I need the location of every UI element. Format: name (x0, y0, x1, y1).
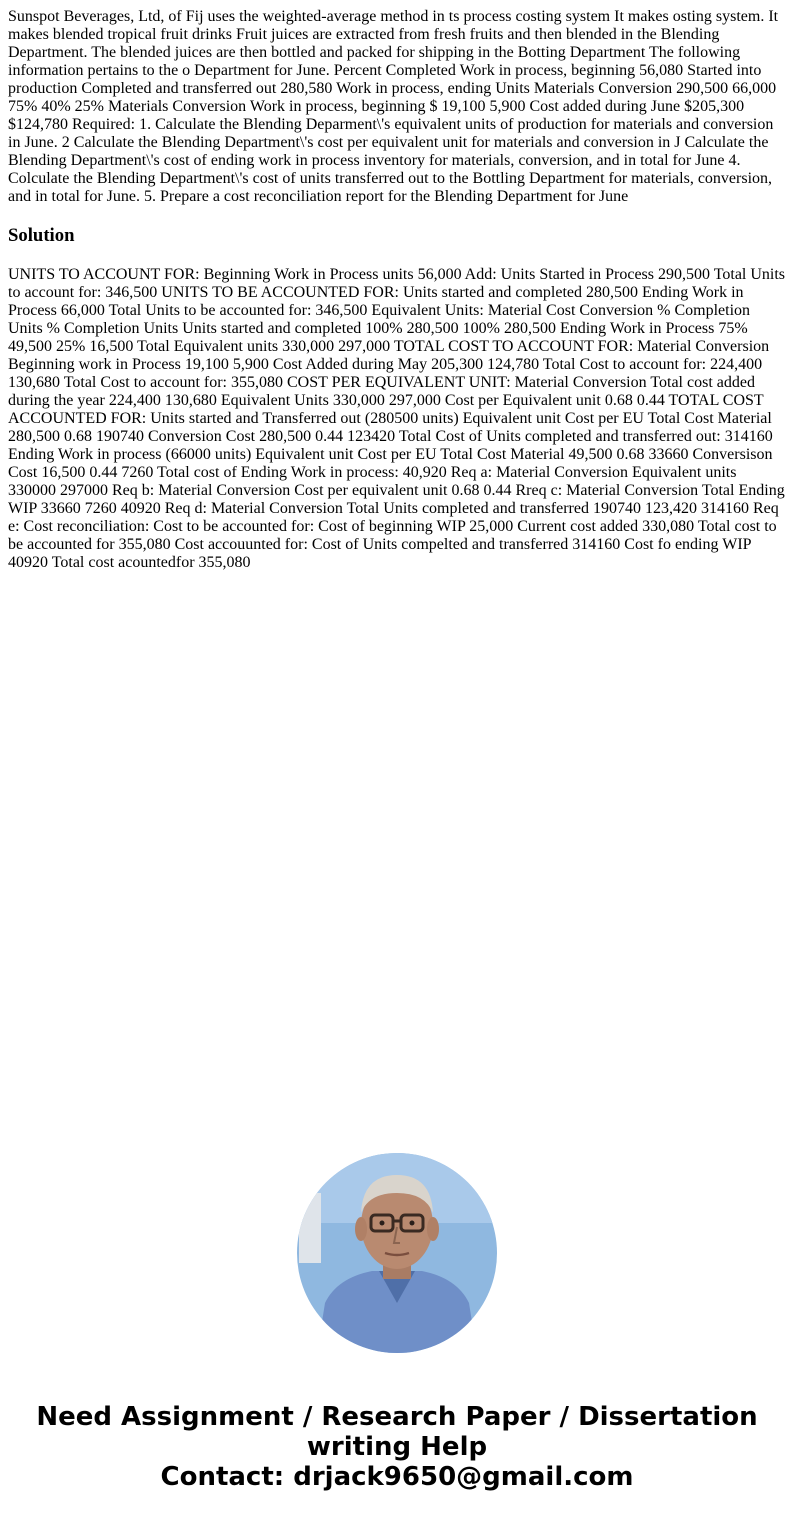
person-portrait-icon (297, 1153, 497, 1353)
promo-line-2: writing Help (306, 1432, 488, 1462)
author-avatar (297, 1153, 497, 1353)
solution-text: UNITS TO ACCOUNT FOR: Beginning Work in Process units 56,000 Add: Units Started in Process 290,500 Total Units to account for: 346,500 UNITS TO BE ACCOUNTED FOR: Units started and completed 280,500 Ending Work in Process 66,000 Total Units to be accounted for: 346,500 Equivalent Units: Material Cost Conversion % Completion Units % Completion Units Units started and completed 100% 280,500 100% 280,500 Ending Work in Process 75% 49,500 25% 16,500 Total Equivalent units 330,000 297,000 TOTAL COST TO ACCOUNT FOR: Material Conversion Beginning work in Process 19,100 5,900 Cost Added during May 205,300 124,780 Total Cost to account for: 224,400 130,680 Total Cost to account for: 355,080 COST PER EQUIVALENT UNIT: Material Conversion Total cost added during the year 224,400 130,680 Equivalent Units 330,000 297,000 Cost per Equivalent unit 0.68 0.44 TOTAL COST ACCOUNTED FOR: Units started and Transferred out (280500 units) Equivalent unit Cost per EU Total Cost Material 280,500 0.68 190740 Conversion Cost 280,500 0.44 123420 Total Cost of Units completed and transferred out: 314160 Ending Work in process (66000 units) Equivalent unit Cost per EU Total Cost Material 49,500 0.68 33660 Conversison Cost 16,500 0.44 7260 Total cost of Ending Work in process: 40,920 Req a: Material Conversion Equivalent units 330000 297000 Req b: Material Conversion Cost per equivalent unit 0.68 0.44 Rreq c: Material Conversion Total Ending WIP 33660 7260 40920 Req d: Material Conversion Total Units completed and transferred 190740 123,420 314160 Req e: Cost reconciliation: Cost to be accounted for: Cost of beginning WIP 25,000 Current cost added 330,080 Total cost to be accounted for 355,080 Cost accouunted for: Cost of Units compelted and transferred 314160 Cost fo ending WIP 40920 Total cost acountedfor 355,080 (8, 266, 786, 571)
question-text: Sunspot Beverages, Ltd, of Fij uses the weighted-average method in ts process costing system It makes osting system. It makes blended tropical fruit drinks Fruit juices are extracted from fresh fruits and then blended in the Blending Department. The blended juices are then bottled and packed for shipping in the Botting Department The following information pertains to the o Department for June. Percent Completed Work in process, beginning 56,080 Started into production Completed and transferred out 280,580 Work in process, ending Units Materials Conversion 290,500 66,000 75% 40% 25% Materials Conversion Work in process, beginning $ 19,100 5,900 Cost added during June $205,300 $124,780 Required: 1. Calculate the Blending Deparment\'s equivalent units of production for materials and conversion in June. 2 Calculate the Blending Department\'s cost per equivalent unit for materials and conversion in J Calculate the Blending Department\'s cost of ending work in process inventory for materials, conversion, and in total for June 4. Colculate the Blending Department\'s cost of units transferred out to the Bottling Department for materials, conversion, and in total for June. 5. Prepare a cost reconciliation report for the Blending Department for June (8, 8, 779, 205)
promo-banner (0, 1402, 794, 1492)
promo-contact: Contact: drjack9650@gmail.com (160, 1462, 634, 1492)
promo-line-1: Need Assignment / Research Paper / Dissertation (36, 1402, 758, 1432)
solution-heading: Solution (8, 225, 75, 246)
document-content (8, 8, 786, 572)
